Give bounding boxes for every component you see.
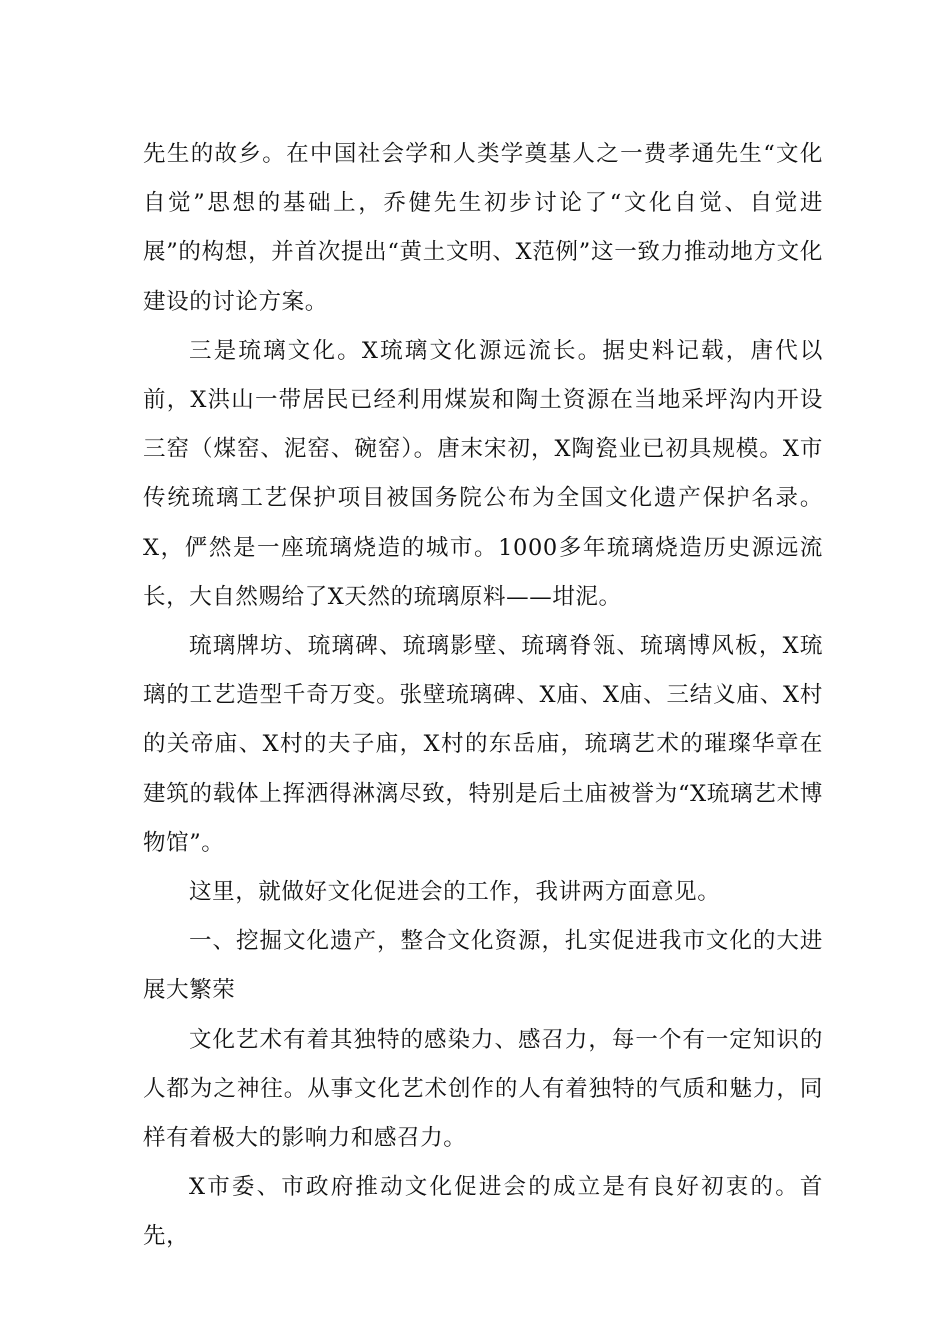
paragraph-glazed-architecture: 琉璃牌坊、琉璃碑、琉璃影壁、琉璃脊瓴、琉璃博风板，X琉璃的工艺造型千奇万变。张壁琉璃碑、X庙、X庙、三结义庙、X村的关帝庙、X村的夫子庙，X村的东岳庙，琉璃艺术的璀璨华章在建筑的载体上挥洒得淋漓尽致，特别是后土庙被誉为“X琉璃艺术博物馆”。 (143, 633, 823, 856)
document-body (143, 130, 823, 1262)
paragraph-art-appeal: 文化艺术有着其独特的感染力、感召力，每一个有一定知识的人都为之神往。从事文化艺术创作的人有着独特的气质和魅力，同样有着极大的影响力和感召力。 (143, 1026, 823, 1152)
section-heading-one: 一、挖掘文化遗产，整合文化资源，扎实促进我市文化的大进展大繁荣 (143, 928, 823, 1004)
paragraph-two-opinions: 这里，就做好文化促进会的工作，我讲两方面意见。 (189, 879, 721, 906)
paragraph-continuation: 先生的故乡。在中国社会学和人类学奠基人之一费孝通先生“文化自觉”思想的基础上，乔健先生初步讨论了“文化自觉、自觉进展”的构想，并首次提出“黄土文明、X范例”这一致力推动地方文化建设的讨论方案。 (143, 141, 823, 315)
paragraph-city-committee: X市委、市政府推动文化促进会的成立是有良好初衷的。首先， (143, 1174, 823, 1250)
paragraph-glazed-culture: 三是琉璃文化。X琉璃文化源远流长。据史料记载，唐代以前，X洪山一带居民已经利用煤炭和陶土资源在当地采坪沟内开设三窑（煤窑、泥窑、碗窑）。唐末宋初，X陶瓷业已初具规模。X市传统琉璃工艺保护项目被国务院公布为全国文化遗产保护名录。X，俨然是一座琉璃烧造的城市。1000多年琉璃烧造历史源远流长，大自然赐给了X天然的琉璃原料——坩泥。 (143, 337, 823, 610)
